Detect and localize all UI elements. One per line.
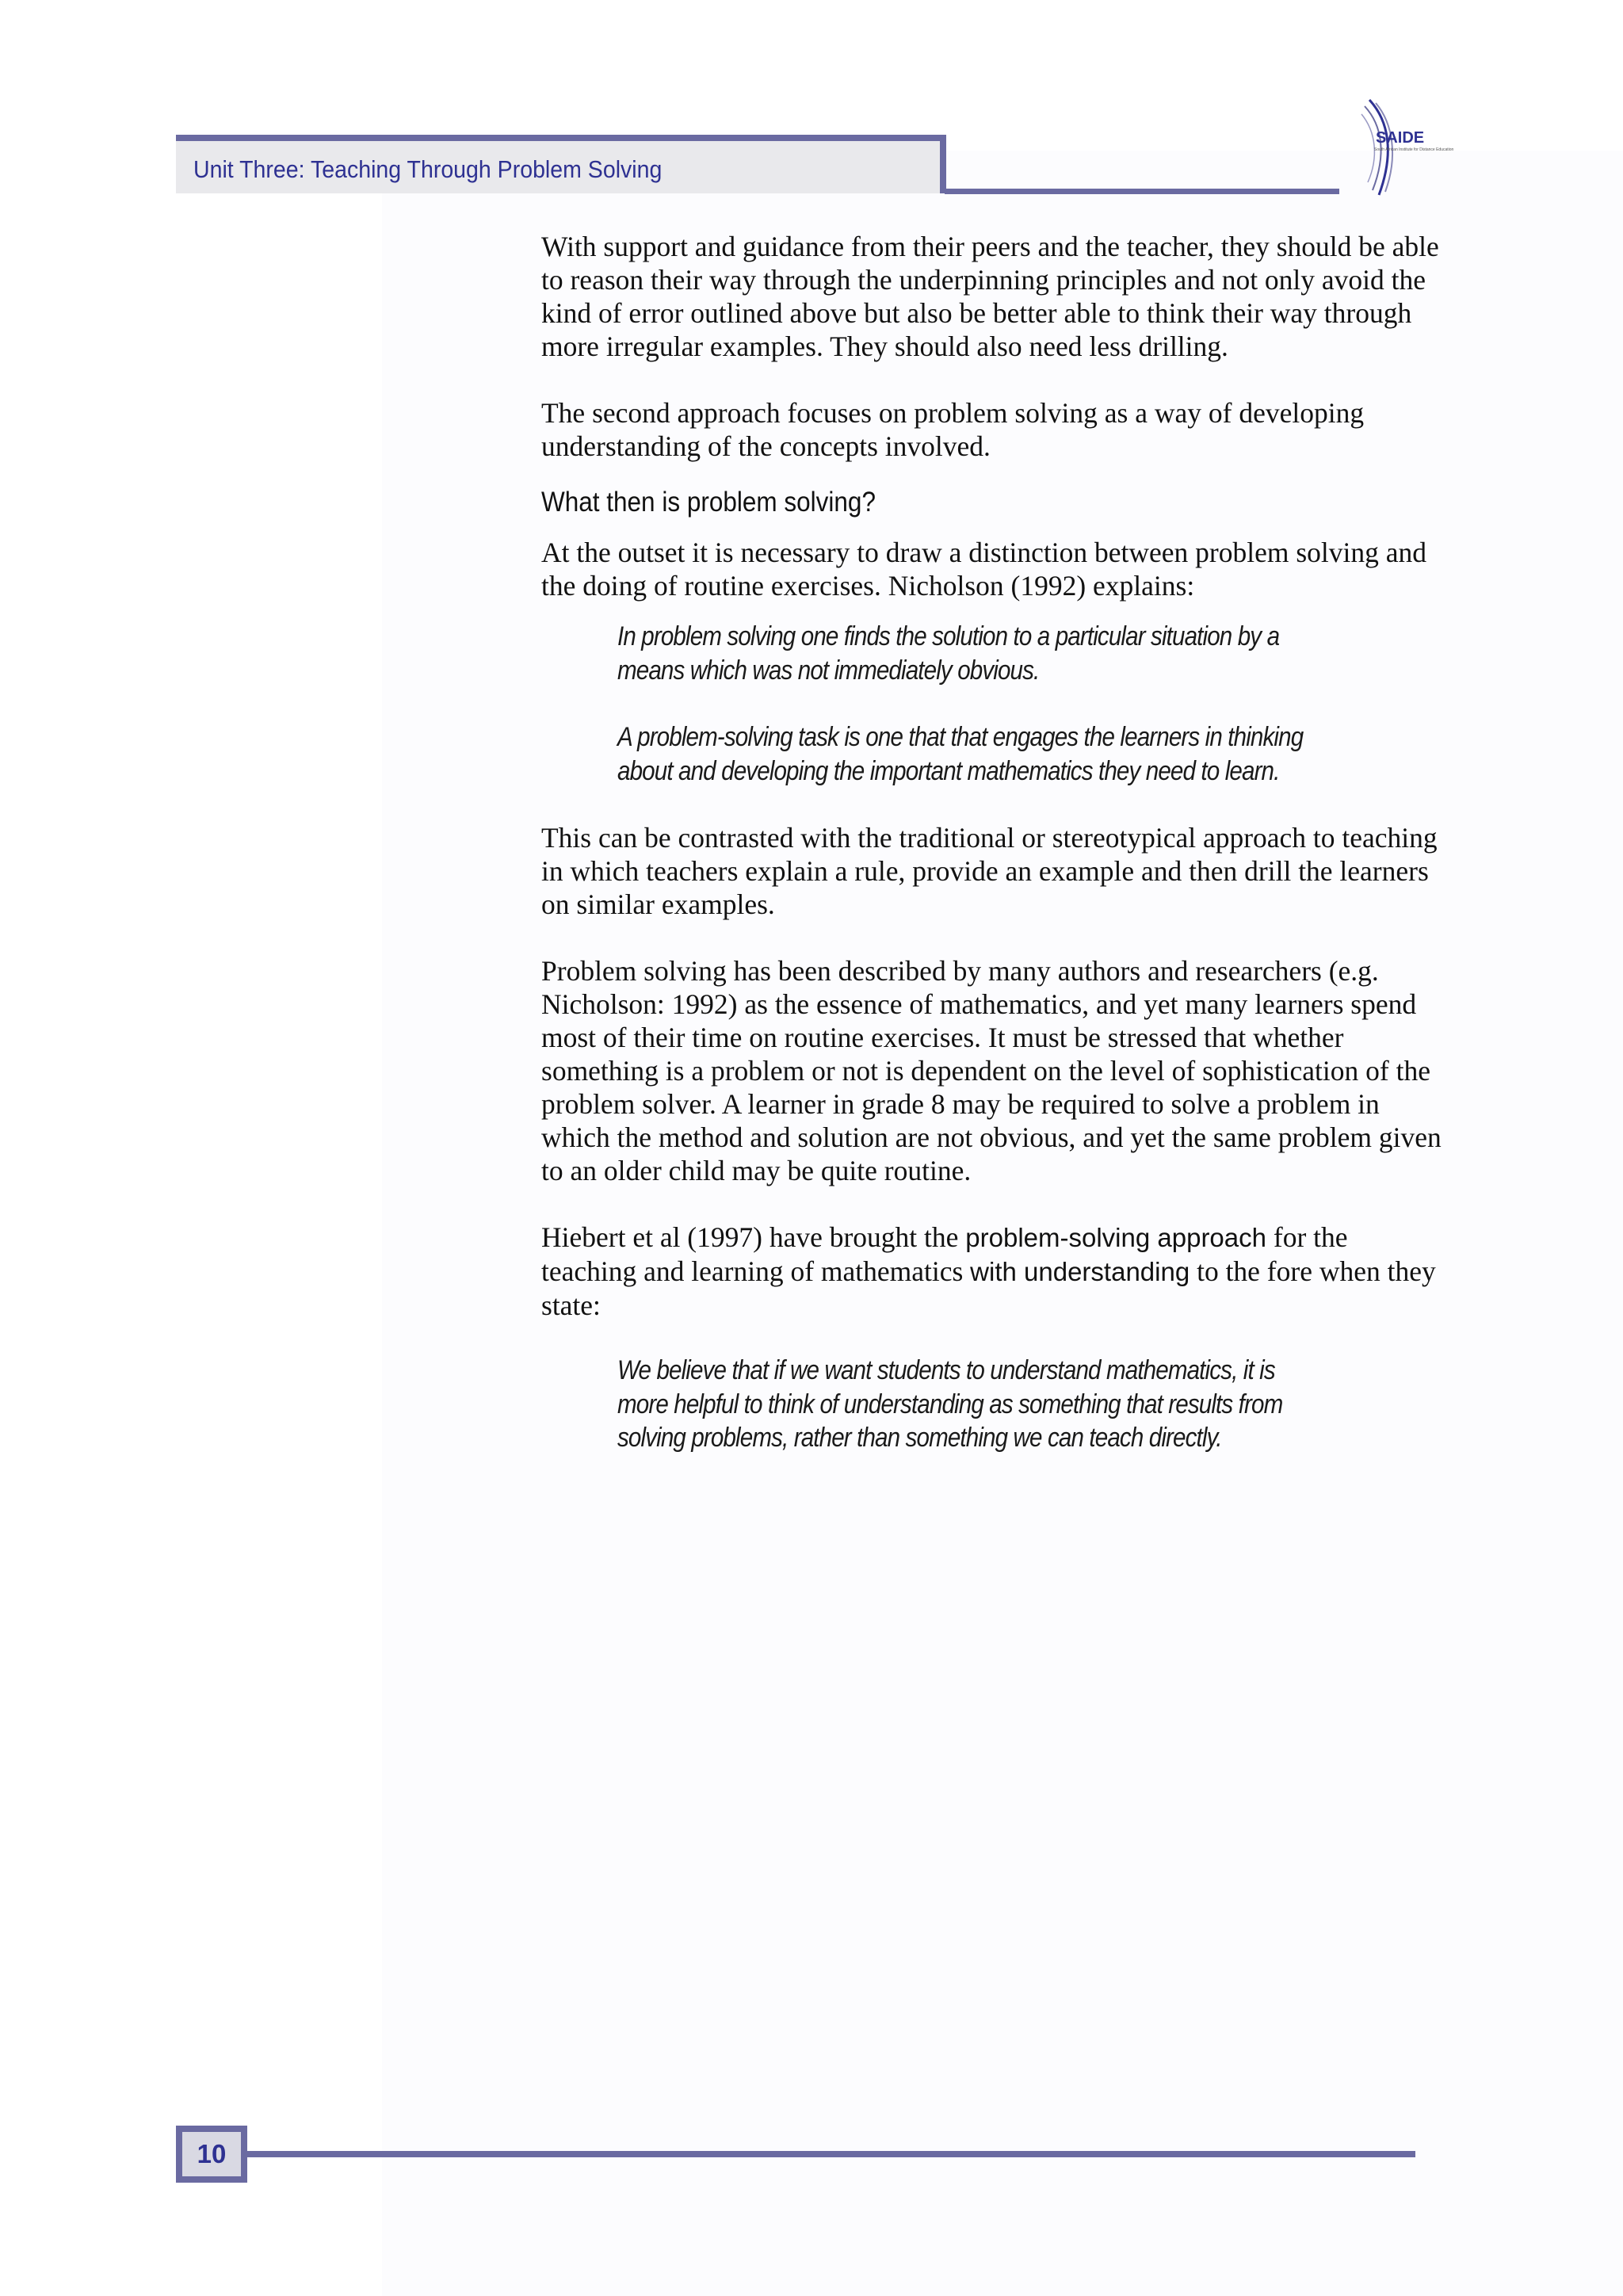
paragraph-4: This can be contrasted with the traditional or stereotypical approach to teaching in which teachers explain a rule, provide an example and then drill the learners on similar examples.: [541, 822, 1438, 920]
paragraph-5: Problem solving has been described by many authors and researchers (e.g. Nicholson: 1992) as the essence of mathematics, and yet many learners spend most of their time on routine exercises. It must be stressed that whether something is a problem or not is dependent on the level of sophistication of the problem solver. A learner in grade 8 may be required to solve a problem in which the method and solution are not obvious, and yet the same problem given to an older child may be quite routine.: [541, 955, 1442, 1186]
main-content: [541, 230, 1445, 1455]
header-title: Unit Three: Teaching Through Problem Solving: [193, 155, 663, 183]
saide-logo: [1347, 97, 1454, 198]
quote-3: We believe that if we want students to understand mathematics, it is more helpful to think of understanding as something that results from solving problems, rather than something we can teach directly.: [617, 1355, 1283, 1453]
page-number: 10: [176, 2126, 247, 2183]
paragraph-2: The second approach focuses on problem solving as a way of developing understanding of the concepts involved.: [541, 397, 1365, 462]
section-heading: What then is problem solving?: [541, 487, 876, 518]
term-problem-solving-approach: problem-solving approach: [965, 1223, 1266, 1252]
paragraph-6-text-e: to the fore when they state:: [541, 1255, 1436, 1321]
logo-text: SAIDE: [1376, 129, 1425, 147]
paragraph-1: With support and guidance from their peers and the teacher, they should be able to reason their way through the underpinning principles and not only avoid the kind of error outlined above but also be better able to think their way through more irregular examples. They should also need less drilling.: [541, 231, 1439, 362]
paragraph-6-text-c: for the teaching and learning of mathematics: [541, 1221, 1348, 1287]
term-with-understanding: with understanding: [970, 1257, 1190, 1286]
paragraph-6: [541, 1221, 1445, 1322]
quote-1: In problem solving one finds the solution to a particular situation by a means which was not immediately obvious.: [617, 621, 1280, 686]
logo-subtext: South African Institute for Distance Education: [1374, 147, 1454, 152]
footer-rule: [247, 2151, 1415, 2157]
quote-2: A problem-solving task is one that that engages the learners in thinking about and developing the important mathematics they need to learn.: [617, 722, 1304, 786]
header-rule: [945, 189, 1339, 194]
paragraph-3: At the outset it is necessary to draw a distinction between problem solving and the doing of routine exercises. Nicholson (1992) explains:: [541, 537, 1427, 602]
paragraph-6-text-a: Hiebert et al (1997) have brought the: [541, 1221, 966, 1253]
